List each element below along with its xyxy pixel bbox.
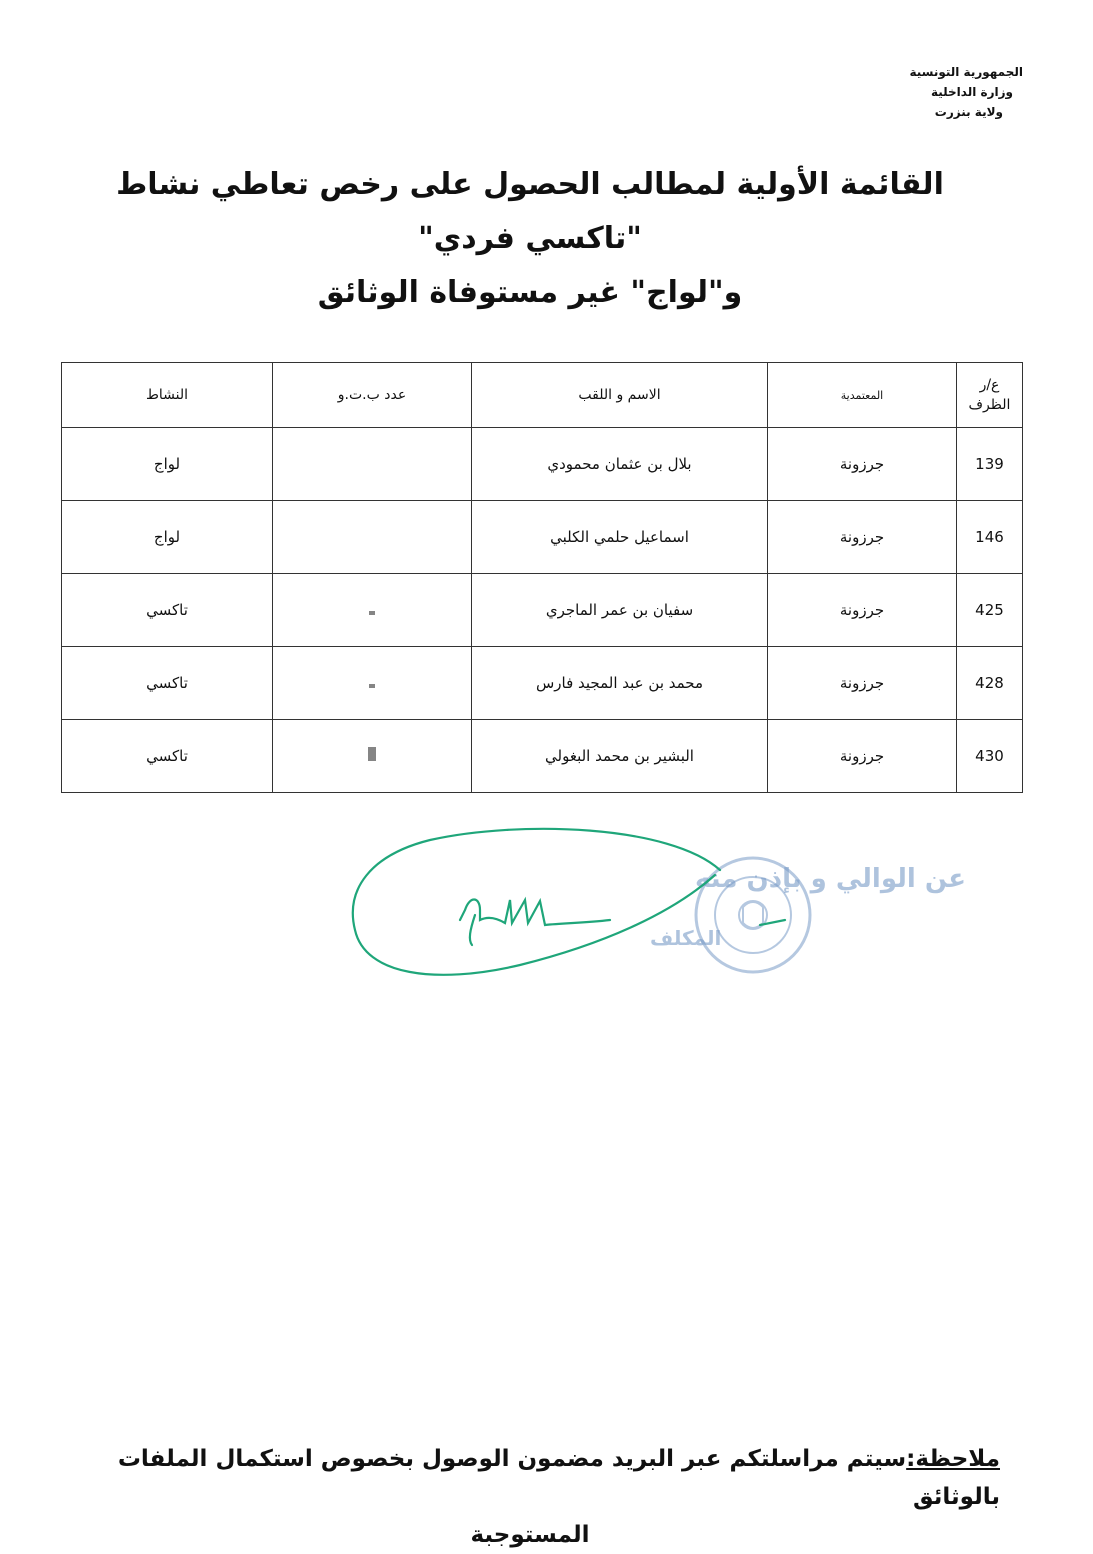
table-header-row bbox=[62, 363, 1023, 428]
cell-name: سفيان بن عمر الماجري bbox=[472, 574, 768, 647]
header-name: الاسم و اللقب bbox=[472, 363, 768, 428]
table-row bbox=[62, 720, 1023, 793]
cell-number: 139 bbox=[957, 428, 1023, 501]
stamp-text-1: عن الوالي و بإذن منه bbox=[695, 864, 967, 894]
cell-id-redacted bbox=[273, 720, 472, 793]
redaction-mark bbox=[369, 611, 375, 615]
cell-activity: تاكسي bbox=[62, 647, 273, 720]
cell-activity: لواج bbox=[62, 428, 273, 501]
note-text-continued: المستوجبة bbox=[470, 1522, 590, 1548]
redaction-mark bbox=[369, 684, 375, 688]
cell-name: اسماعيل حلمي الكلبي bbox=[472, 501, 768, 574]
signature-icon bbox=[353, 829, 785, 975]
cell-number: 428 bbox=[957, 647, 1023, 720]
header-republic: الجمهورية التونسية bbox=[909, 65, 1023, 79]
cell-delegation: جرزونة bbox=[768, 574, 957, 647]
cell-number: 430 bbox=[957, 720, 1023, 793]
cell-number: 425 bbox=[957, 574, 1023, 647]
cell-id-redacted bbox=[273, 647, 472, 720]
footnote bbox=[60, 1440, 1000, 1554]
cell-id-redacted bbox=[273, 574, 472, 647]
cell-activity: تاكسي bbox=[62, 720, 273, 793]
note-text: سيتم مراسلتكم عبر البريد مضمون الوصول بخصوص استكمال الملفات بالوثائق bbox=[117, 1446, 1000, 1510]
cell-name: البشير بن محمد البغولي bbox=[472, 720, 768, 793]
official-stamp-signature bbox=[340, 815, 967, 990]
header-envelope-number bbox=[957, 363, 1023, 428]
cell-name: محمد بن عبد المجيد فارس bbox=[472, 647, 768, 720]
cell-delegation: جرزونة bbox=[768, 720, 957, 793]
header-delegation: المعتمدية bbox=[768, 363, 957, 428]
cell-delegation: جرزونة bbox=[768, 647, 957, 720]
cell-id-redacted bbox=[273, 428, 472, 501]
header-governorate: ولاية بنزرت bbox=[934, 105, 1003, 119]
applications-table bbox=[61, 362, 1023, 793]
signature-stamp-area bbox=[340, 815, 967, 990]
redaction-mark bbox=[368, 747, 376, 761]
cell-name: بلال بن عثمان محمودي bbox=[472, 428, 768, 501]
document-title bbox=[60, 158, 1000, 320]
table-row bbox=[62, 647, 1023, 720]
header-activity: النشاط bbox=[62, 363, 273, 428]
cell-delegation: جرزونة bbox=[768, 428, 957, 501]
header-num-line-1: ع/ر bbox=[979, 377, 1000, 393]
table-row bbox=[62, 574, 1023, 647]
title-line-2: و"لواج" غير مستوفاة الوثائق bbox=[317, 275, 743, 310]
cell-activity: لواج bbox=[62, 501, 273, 574]
table-row bbox=[62, 501, 1023, 574]
cell-activity: تاكسي bbox=[62, 574, 273, 647]
title-line-1: القائمة الأولية لمطالب الحصول على رخص تعاطي نشاط "تاكسي فردي" bbox=[116, 167, 944, 256]
table-row bbox=[62, 428, 1023, 501]
cell-id-redacted bbox=[273, 501, 472, 574]
stamp-text-2: المكلف bbox=[650, 926, 722, 950]
header-id-number: عدد ب.ت.و bbox=[273, 363, 472, 428]
cell-number: 146 bbox=[957, 501, 1023, 574]
cell-delegation: جرزونة bbox=[768, 501, 957, 574]
header-num-line-2: الظرف bbox=[968, 397, 1011, 413]
header-ministry: وزارة الداخلية bbox=[930, 85, 1013, 99]
note-label: ملاحظة: bbox=[906, 1446, 1000, 1472]
document-header bbox=[783, 62, 1023, 122]
